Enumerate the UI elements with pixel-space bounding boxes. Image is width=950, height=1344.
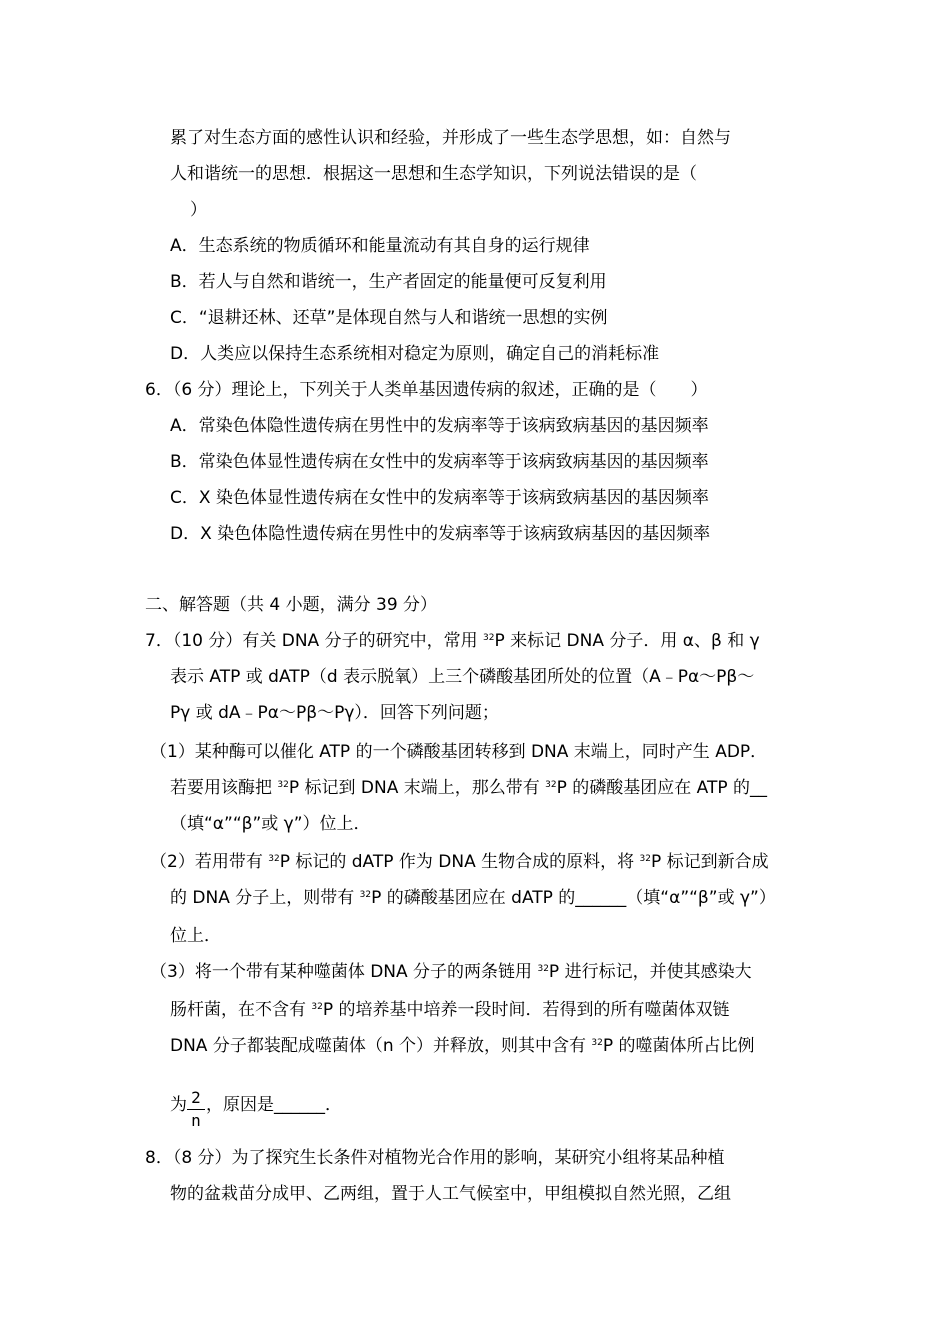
q7-stem-line-3: Pγ 或 dA﹣Pα～Pβ～Pγ）．回答下列问题； [170, 703, 499, 723]
q7-part1-line-1: （1）某种酶可以催化 ATP 的一个磷酸基团转移到 DNA 末端上，同时产生 ADP． [150, 742, 768, 762]
q5-option-b: B．若人与自然和谐统一，生产者固定的能量便可反复利用 [170, 272, 607, 292]
q7-stem-line-1: 7．（10 分）有关 DNA 分子的研究中，常用 $^{32}$P 来标记 DNA 分子．用 α、β 和 γ [145, 631, 760, 651]
q8-stem-line-2: 物的盆栽苗分成甲、乙两组，置于人工气候室中，甲组模拟自然光照，乙组 [170, 1184, 731, 1204]
fraction-bar [187, 1109, 205, 1110]
q7-stem-line-2: 表示 ATP 或 dATP（d 表示脱氧）上三个磷酸基团所处的位置（A﹣Pα～Pβ～ [170, 667, 755, 687]
q7-part1-line-2: 若要用该酶把 $^{32}$P 标记到 DNA 末端上，那么带有 $^{32}$P 的磷酸基团应在 ATP 的__ [170, 778, 768, 798]
q5-option-d: D．人类应以保持生态系统相对稳定为原则，确定自己的消耗标准 [170, 344, 660, 364]
q6-option-a: A．常染色体隐性遗传病在男性中的发病率等于该病致病基因的基因频率 [170, 416, 709, 436]
q7-part1-line-3: （填“α”“β”或 γ”）位上． [170, 814, 371, 834]
q7-part3-line-1: （3）将一个带有某种噬菌体 DNA 分子的两条链用 $^{32}$P 进行标记，并使其感染大 [150, 962, 752, 982]
fraction-denominator: n [191, 1111, 201, 1130]
q6-stem: 6．（6 分）理论上，下列关于人类单基因遗传病的叙述，正确的是（ ） [145, 380, 708, 400]
q7-part2-line-3: 位上． [170, 926, 221, 946]
q7-part2-line-2: 的 DNA 分子上，则带有 $^{32}$P 的磷酸基团应在 dATP 的______（填“α”“β”或 γ”） [170, 888, 776, 908]
q7-part3-line-4-prefix: 为 [170, 1095, 187, 1115]
q6-option-b: B．常染色体显性遗传病在女性中的发病率等于该病致病基因的基因频率 [170, 452, 709, 472]
q7-part2-line-1: （2）若用带有 $^{32}$P 标记的 dATP 作为 DNA 生物合成的原料，将 $^{32}$P 标记到新合成 [150, 852, 769, 872]
fraction-numerator: 2 [191, 1088, 201, 1107]
q5-stem-line-3: ） [190, 200, 207, 220]
section-heading: 二、解答题（共 4 小题，满分 39 分） [145, 595, 438, 615]
q5-stem-line-1: 累了对生态方面的感性认识和经验，并形成了一些生态学思想，如：自然与 [170, 128, 731, 148]
q5-stem-line-2: 人和谐统一的思想．根据这一思想和生态学知识，下列说法错误的是（ [170, 164, 697, 184]
q8-stem-line-1: 8．（8 分）为了探究生长条件对植物光合作用的影响，某研究小组将某品种植 [145, 1148, 725, 1168]
q7-part3-line-3: DNA 分子都装配成噬菌体（n 个）并释放，则其中含有 $^{32}$P 的噬菌体所占比例 [170, 1036, 755, 1056]
q7-part3-line-2: 肠杆菌，在不含有 $^{32}$P 的培养基中培养一段时间．若得到的所有噬菌体双链 [170, 1000, 730, 1020]
q5-option-c: C．“退耕还林、还草”是体现自然与人和谐统一思想的实例 [170, 308, 608, 328]
q6-option-c: C．X 染色体显性遗传病在女性中的发病率等于该病致病基因的基因频率 [170, 488, 709, 508]
fraction-two-over-n [186, 1088, 206, 1131]
q6-option-d: D．X 染色体隐性遗传病在男性中的发病率等于该病致病基因的基因频率 [170, 524, 711, 544]
q5-option-a: A．生态系统的物质循环和能量流动有其自身的运行规律 [170, 236, 590, 256]
q7-part3-line-4-suffix: ，原因是______． [206, 1095, 342, 1115]
